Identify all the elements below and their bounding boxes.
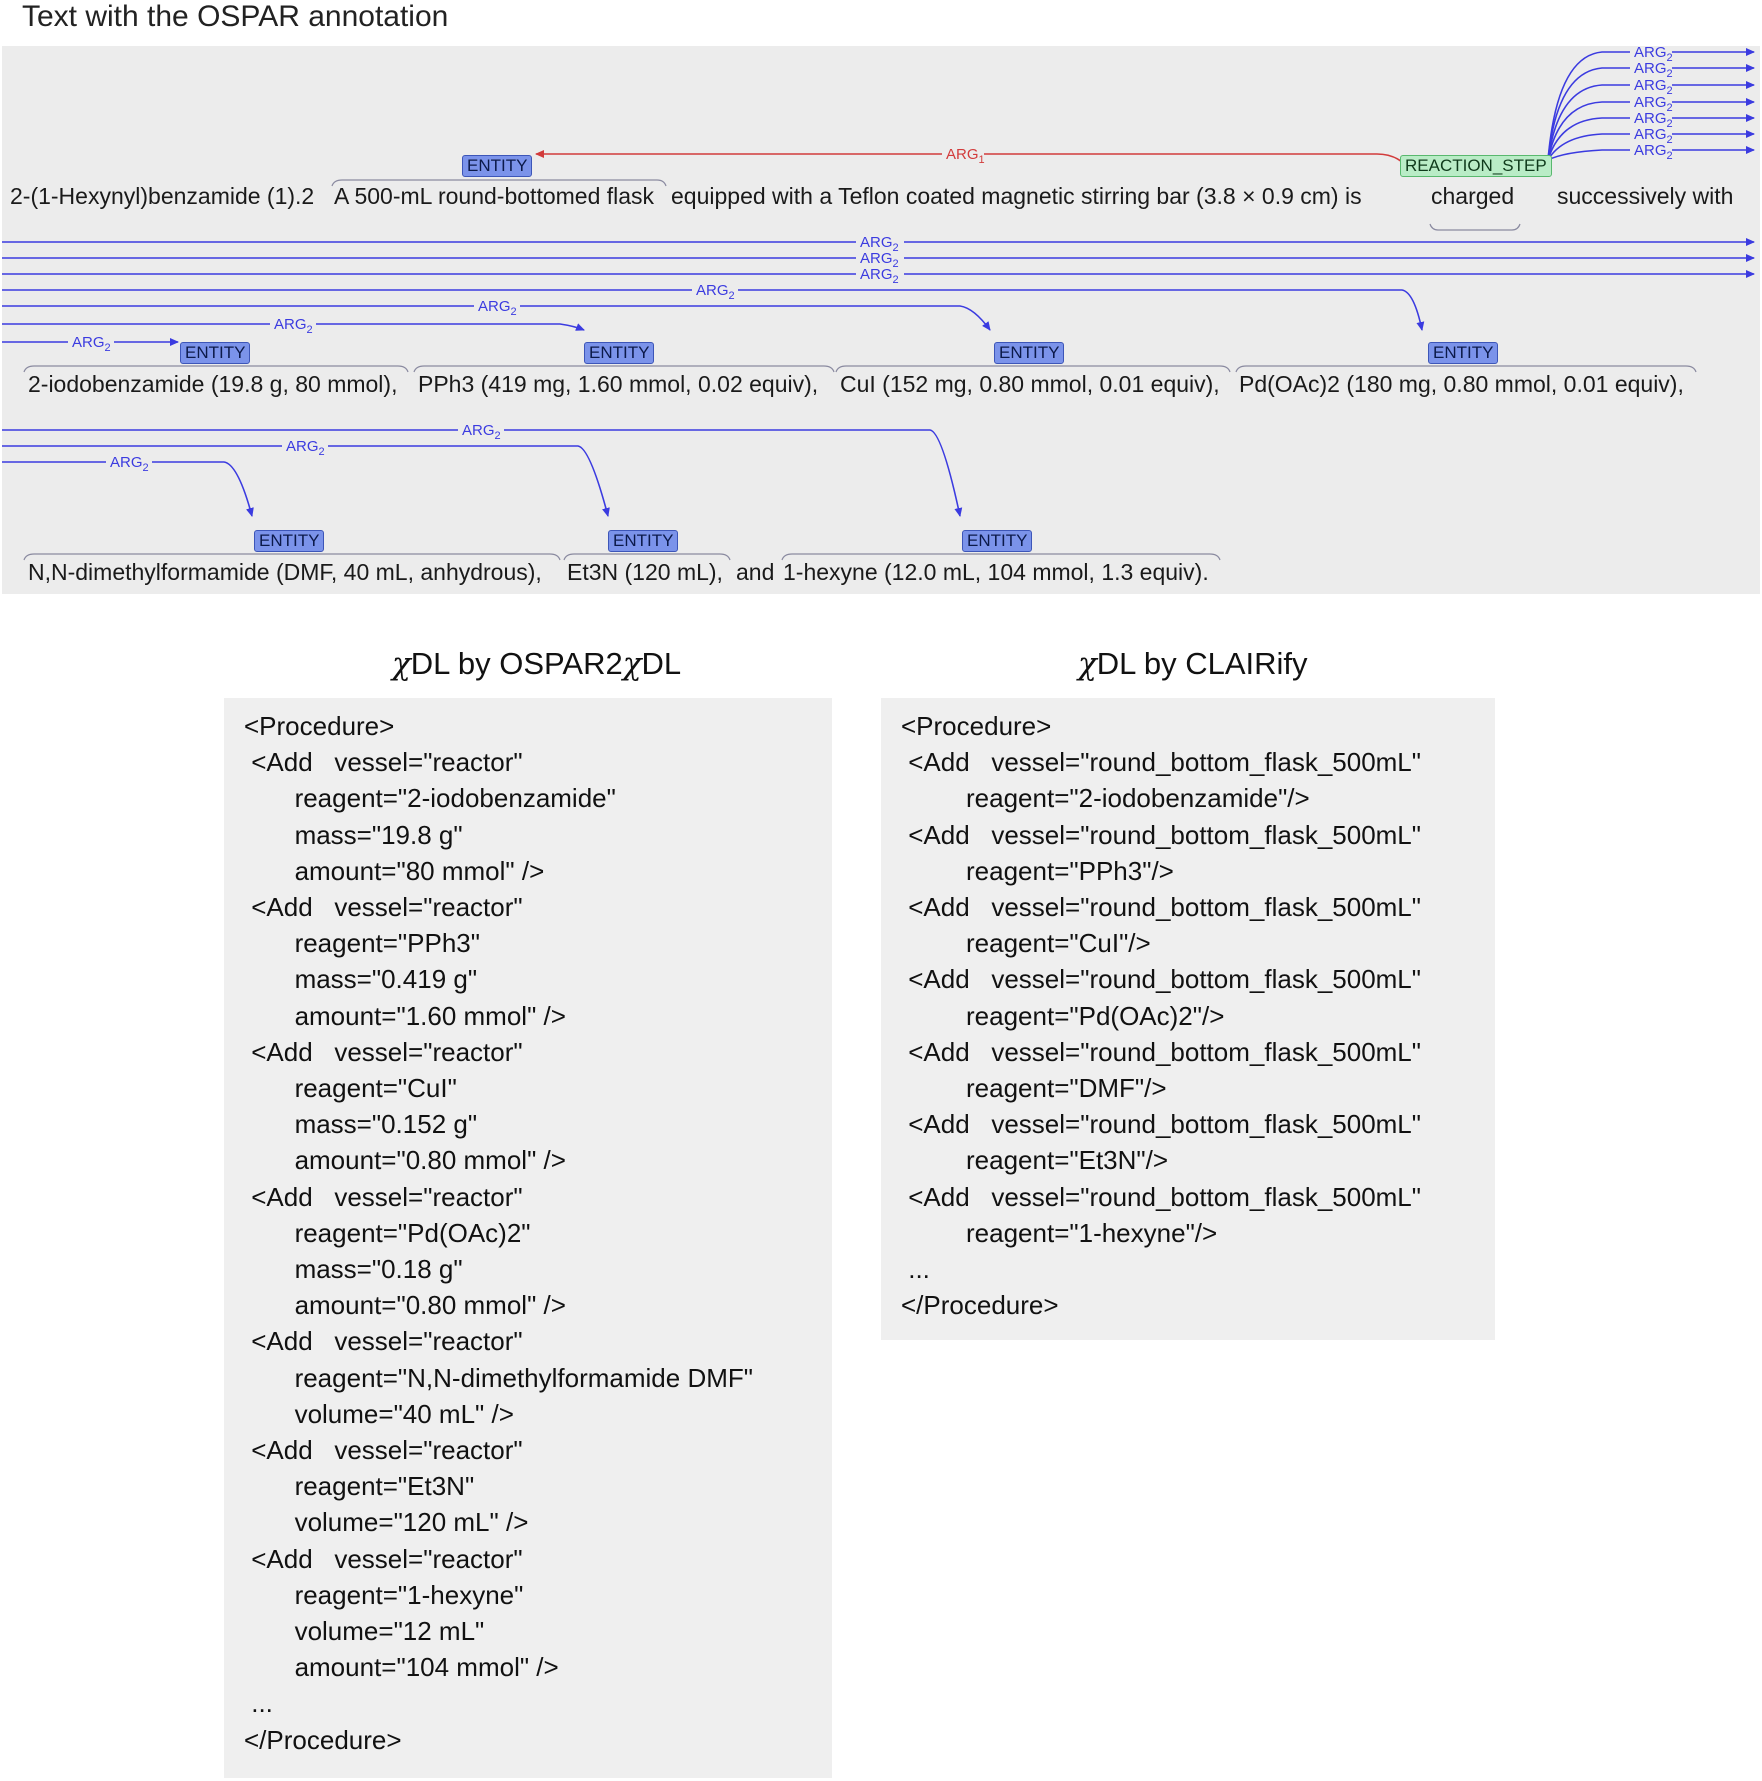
text-line1-charged: charged [1431,183,1515,209]
code-line: <Add vessel="reactor" [244,1181,523,1212]
arg2-fan-labels [1630,46,1673,162]
code-line: <Add vessel="round_bottom_flask_500mL" [901,1109,1421,1140]
code-line: mass="0.419 g" [244,964,478,995]
text-line2-iodobenzamide: 2-iodobenzamide (19.8 g, 80 mmol), [28,371,398,397]
svg-text:ARG2: $ARG_2$ [286,438,325,458]
code-line: mass="0.18 g" [244,1254,463,1284]
clairify-xdl-title: χDL by CLAIRify [1078,646,1308,682]
code-line: volume="12 mL" [244,1616,485,1646]
code-line: reagent="1-hexyne" [244,1579,524,1610]
code-line: reagent="Et3N"/> [901,1145,1169,1176]
code-line: reagent="PPh3" [244,928,480,959]
entity-label-flask: ENTITY [462,155,532,177]
code-line: <Add vessel="round_bottom_flask_500mL" [901,964,1421,995]
svg-text:ARG2: $ARG_2$ [1634,60,1673,80]
text-line3-hexyne: 1-hexyne (12.0 mL, 104 mmol, 1.3 equiv). [783,559,1209,585]
svg-text:ARG2: $ARG_2$ [1634,46,1673,64]
code-line: reagent="Et3N" [244,1471,475,1502]
svg-text:ARG2: $ARG_2$ [274,316,313,336]
svg-text:ARG2: $ARG_2$ [1634,110,1673,130]
code-line: reagent="DMF"/> [901,1073,1167,1103]
text-line2-cui: CuI (152 mg, 0.80 mmol, 0.01 equiv), [840,371,1220,397]
annotation-panel [2,46,1760,594]
text-line1-rest: equipped with a Teflon coated magnetic stirring bar (3.8 × 0.9 cm) is [671,183,1362,209]
svg-text:ARG2: $ARG_2$ [110,454,149,474]
ospar-xdl-code [224,698,832,1778]
code-line: <Procedure> [901,711,1052,741]
text-line1-title: 2-(1-Hexynyl)benzamide (1).2 [10,183,315,209]
text-line1-flask: A 500-mL round-bottomed flask [334,183,655,209]
svg-text:ARG2: $ARG_2$ [860,234,899,254]
code-line: ... [901,1254,930,1284]
code-line: <Add vessel="reactor" [244,1435,523,1465]
code-line: ... [244,1688,273,1719]
svg-text:ARG2: $ARG_2$ [462,422,501,442]
ospar-xdl-title: χDL by OSPAR2χDL [392,646,682,682]
code-line: <Add vessel="reactor" [244,892,523,922]
code-line: <Add vessel="reactor" [244,1036,523,1067]
code-line: volume="40 mL" /> [244,1398,514,1429]
text-line3-dmf: N,N-dimethylformamide (DMF, 40 mL, anhydrous), [28,559,542,585]
code-line: <Add vessel="round_bottom_flask_500mL" [901,819,1421,850]
text-line2-pph3: PPh3 (419 mg, 1.60 mmol, 0.02 equiv), [418,371,819,397]
code-line: reagent="PPh3"/> [901,855,1174,886]
svg-text:ARG2: $ARG_2$ [860,266,899,286]
svg-text:ARG2: $ARG_2$ [696,282,735,302]
svg-text:ARG2: $ARG_2$ [1634,77,1673,97]
text-line2-pdoac2: Pd(OAc)2 (180 mg, 0.80 mmol, 0.01 equiv), [1239,371,1684,397]
code-line: reagent="Pd(OAc)2" [244,1217,531,1248]
arg1-label: $ARG_1$ [946,146,985,166]
line2-arg-labels [68,232,904,354]
entity-label-dmf: ENTITY [254,530,324,552]
text-line1-successively: successively with [1557,183,1734,209]
reaction-step-label: REACTION_STEP [1400,155,1552,177]
clairify-xdl-code [881,698,1495,1340]
code-line: <Add vessel="round_bottom_flask_500mL" [901,1181,1421,1212]
svg-text:ARG2: $ARG_2$ [72,334,111,354]
code-line: <Add vessel="round_bottom_flask_500mL" [901,747,1421,778]
figure-heading: Text with the OSPAR annotation [22,0,449,33]
code-line: amount="0.80 mmol" /> [244,1290,566,1321]
entity-label-et3n: ENTITY [608,530,678,552]
code-line: reagent="CuI"/> [901,928,1151,959]
code-line: reagent="N,N-dimethylformamide DMF" [244,1362,753,1393]
code-line: <Add vessel="round_bottom_flask_500mL" [901,892,1421,922]
code-line: amount="0.80 mmol" /> [244,1145,566,1176]
code-line: amount="1.60 mmol" /> [244,1000,566,1031]
code-line: </Procedure> [244,1724,402,1755]
text-line3-and: and [736,559,775,585]
svg-text:ARG2: $ARG_2$ [1634,142,1673,162]
code-line: reagent="1-hexyne"/> [901,1217,1218,1248]
code-line: <Add vessel="reactor" [244,1543,523,1574]
code-line: amount="104 mmol" /> [244,1652,559,1683]
entity-label-pdoac2: ENTITY [1428,342,1498,364]
code-line: reagent="2-iodobenzamide"/> [901,783,1310,814]
code-line: mass="0.152 g" [244,1109,478,1140]
svg-text:ARG2: $ARG_2$ [860,250,899,270]
svg-text:ARG2: $ARG_2$ [1634,126,1673,146]
code-line: amount="80 mmol" /> [244,855,545,886]
svg-text:ARG2: $ARG_2$ [1634,94,1673,114]
code-line: volume="120 mL" /> [244,1507,529,1538]
annotation-arcs [2,46,1760,594]
code-line: <Add vessel="round_bottom_flask_500mL" [901,1036,1421,1067]
entity-label-hexyne: ENTITY [962,530,1032,552]
code-line: <Procedure> [244,711,395,741]
code-line: mass="19.8 g" [244,819,463,850]
code-line: <Add vessel="reactor" [244,1326,523,1357]
entity-label-cui: ENTITY [994,342,1064,364]
svg-text:ARG2: $ARG_2$ [478,298,517,318]
code-line: reagent="CuI" [244,1073,457,1103]
code-line: reagent="Pd(OAc)2"/> [901,1000,1225,1031]
entity-label-pph3: ENTITY [584,342,654,364]
entity-label-iodobenzamide: ENTITY [180,342,250,364]
code-line: </Procedure> [901,1290,1059,1321]
code-line: <Add vessel="reactor" [244,747,523,778]
text-line3-et3n: Et3N (120 mL), [567,559,723,585]
code-line: reagent="2-iodobenzamide" [244,783,616,814]
